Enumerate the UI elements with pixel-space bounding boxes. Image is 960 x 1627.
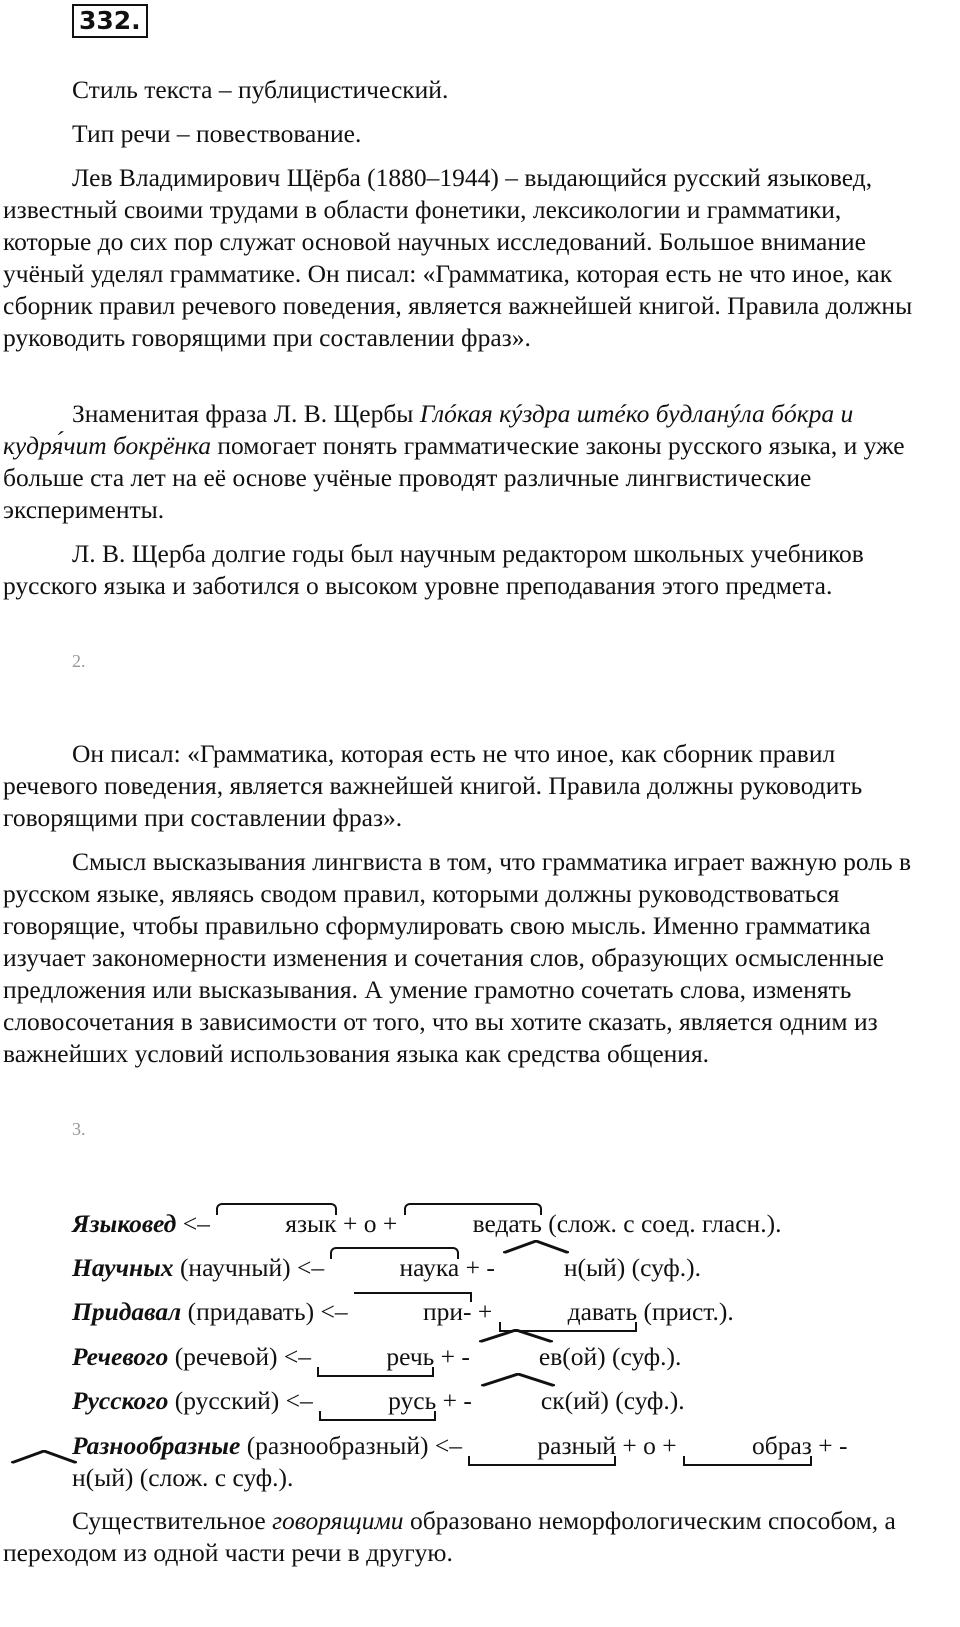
section-2-label: 2. (72, 651, 86, 671)
suffix-text: н (72, 1463, 86, 1492)
text: + - (434, 1342, 470, 1371)
ending-box (317, 1367, 434, 1377)
morph-line-2 (3, 1252, 928, 1284)
type-line: Тип речи – повествование. (72, 119, 362, 148)
text: (слож. с соед. гласн.). (541, 1209, 782, 1238)
root-morpheme (319, 1385, 436, 1417)
root-morpheme (499, 1296, 637, 1328)
text: Существительное (72, 1506, 273, 1535)
word: Разнообразные (72, 1431, 241, 1460)
suffix-caret (11, 1450, 77, 1464)
suffix-caret (481, 1373, 555, 1387)
suffix-text: ск (540, 1386, 565, 1415)
root-morpheme (683, 1430, 812, 1462)
text: (ый) (слож. с суф.). (85, 1463, 294, 1492)
section-3-label: 3. (72, 1119, 86, 1139)
morph-line-6 (3, 1430, 928, 1494)
text: + - (811, 1431, 848, 1460)
ending-box (468, 1456, 616, 1466)
morph-line-5 (3, 1385, 928, 1417)
text: (разнообразный) <– (240, 1431, 469, 1460)
paragraph-1: Лев Владимирович Щёрба (1880–1944) – выдающийся русский языковед, известный своими трудами в области фонетики, лексикологии и грамматики, которые до сих пор служат основой научных исследований. Большое внимание учёный уделял грамматике. Он писал: «Грамматика, которая есть не что иное, как сборник правил речевого поведения, является важнейшей книгой. Правила должны руководить говорящими при составлении фраз». (3, 163, 913, 352)
root-text: давать (567, 1297, 638, 1326)
root-morpheme (317, 1341, 434, 1373)
root-arc (404, 1203, 542, 1215)
text: (речевой) <– (168, 1342, 318, 1371)
p2-end: помогает понять грамматические законы русского языка, и уже больше ста лет на её основе учёные проводят различные лингвистические эксперименты. (3, 431, 905, 524)
root-morpheme (404, 1208, 542, 1240)
text: образовано неморфологическим способом, а переходом из одной части речи в другую. (3, 1506, 896, 1567)
ending-box (683, 1456, 812, 1466)
text: + о + (615, 1431, 683, 1460)
morph-line-1 (3, 1208, 928, 1240)
word: Речевого (72, 1342, 169, 1371)
root-arc (216, 1203, 336, 1215)
text: (прист.). (637, 1297, 734, 1326)
exercise-number: 332. (72, 4, 148, 38)
root-text: образ (751, 1431, 812, 1460)
paragraph-5: Смысл высказывания лингвиста в том, что грамматика играет важную роль в русском языке, являясь сводом правил, которыми должны руководствоваться говорящие, чтобы правильно сформулировать свою мысль. Именно грамматика изучает закономерности изменения и сочетания слов, образующих осмысленные предложения или высказывания. А умение грамотно сочетать слова, изменять словосочетания в зависимости от того, что вы хотите сказать, является одним из важнейших условий использования языка как средства общения. (3, 847, 912, 1068)
text: (придавать) <– (181, 1297, 354, 1326)
suffix-morpheme (3, 1462, 86, 1494)
paragraph-2 (3, 398, 928, 526)
italic-word: говорящими (272, 1506, 404, 1535)
prefix-morpheme (354, 1296, 472, 1328)
word: Придавал (72, 1297, 182, 1326)
word: Языковед (72, 1209, 177, 1238)
prefix-text: при- (422, 1297, 472, 1326)
root-arc (330, 1247, 459, 1259)
morph-line-4 (3, 1341, 928, 1373)
ending-box (319, 1411, 436, 1421)
root-text: речь (386, 1342, 435, 1371)
p2-start: Знаменитая фраза Л. В. Щербы (72, 399, 420, 428)
text: + (471, 1297, 499, 1326)
suffix-text: н (563, 1253, 578, 1282)
text: + - (436, 1386, 472, 1415)
text: + - (459, 1253, 495, 1282)
suffix-morpheme (470, 1341, 562, 1373)
paragraph-3: Л. В. Щерба долгие годы был научным редактором школьных учебников русского языка и заботился о высоком уровне преподавания этого предмета. (3, 539, 864, 600)
text: + о + (336, 1209, 404, 1238)
suffix-caret (503, 1240, 569, 1254)
root-morpheme (216, 1208, 336, 1240)
word: Научных (72, 1253, 174, 1282)
paragraph-last (3, 1505, 928, 1569)
text: (ий) (суф.). (564, 1386, 685, 1415)
text: <– (176, 1209, 217, 1238)
paragraph-4: Он писал: «Грамматика, которая есть не что иное, как сборник правил речевого поведения, является важнейшей книгой. Правила должны руководить говорящими при составлении фраз». (3, 739, 863, 832)
root-text: ведать (472, 1209, 542, 1238)
suffix-caret (479, 1329, 553, 1343)
root-morpheme (330, 1252, 459, 1284)
suffix-text: ев (538, 1342, 563, 1371)
text: (русский) <– (168, 1386, 320, 1415)
text: (ой) (суф.). (562, 1342, 682, 1371)
root-text: язык (285, 1209, 337, 1238)
text: (научный) <– (173, 1253, 331, 1282)
text: (ый) (суф.). (577, 1253, 702, 1282)
morph-line-3 (3, 1296, 928, 1328)
prefix-bracket (354, 1292, 472, 1302)
style-line: Стиль текста – публицистический. (72, 75, 449, 104)
word: Русского (72, 1386, 169, 1415)
root-text: наука (399, 1253, 460, 1282)
p2-italic-phrase: Глóкая кýздра штéко будланýла бóкра и кудря́чит бокрёнка (3, 399, 854, 460)
root-text: разный (537, 1431, 616, 1460)
root-morpheme (468, 1430, 616, 1462)
root-text: русь (388, 1386, 437, 1415)
suffix-morpheme (495, 1252, 578, 1284)
suffix-morpheme (472, 1385, 565, 1417)
